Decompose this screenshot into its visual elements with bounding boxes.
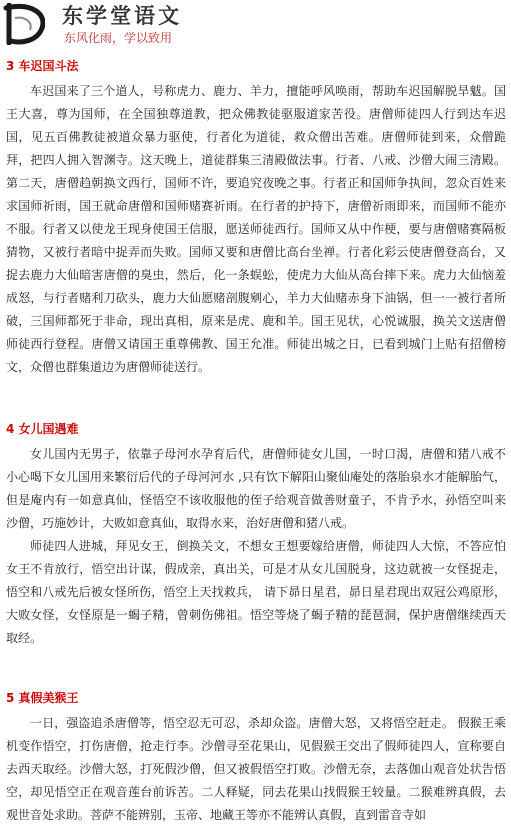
section-body-3: [6, 80, 506, 379]
section-heading-4: 4 女儿国遇难: [6, 422, 79, 436]
paragraph: 女儿国内无男子，依靠子母河水孕育后代，唐僧师徒女儿国，一时口渴，唐僧和猪八戒不小心喝下女儿国用来繁衍后代的子母河河水 ,只有饮下解阳山聚仙庵处的落胎泉水才能解胎气，但是庵内有一如意真仙，怪悟空不该收服他的侄子给观音做善财童子，不肯予水，孙悟空叫来沙僧，巧施妙计，大败如意真仙，取得水来，治好唐僧和猪八戒。: [6, 447, 506, 530]
site-slogan: 东风化雨，学以致用: [64, 31, 173, 45]
section-heading-3: 3 车迟国斗法: [6, 59, 79, 73]
paragraph: 车迟国来了三个道人，号称虎力、鹿力、羊力，擅能呼风唤雨，帮助车迟国解脱旱魃。国王大喜，尊为国师，在全国独尊道教，把众佛教徒驱服道家苦役。唐僧师徒四人行到达车迟国，见五百佛教徒被道众暴力驱使，行者化为道徒，救众僧出苦难。唐僧师徒到来，众僧跪拜，把四人拥入智渊寺。这天晚上，道徒群集三清殿做法事。行者、八戒、沙僧大闹三清殿。第二天，唐僧趋朝换文西行，国师不许，要追究夜晚之事。行者正和国师争执间，忽众百姓来求国师祈雨，国王就命唐僧和国师赌赛祈雨。在行者的护持下，唐僧祈雨即来，而国师不能亦不服。行者又以使龙王现身使国王信服，愿送师徒西行。国师又从中作梗，要与唐僧赌赛隔板猜物，又被行者暗中捉弄而失败。国师又要和唐僧比高台坐禅。行者化彩云使唐僧登高台，又捉去鹿力大仙暗害唐僧的臭虫，然后，化一条蜈蚣，使虎力大仙从高台摔下来。虎力大仙恼羞成怒，与行者赌利刀砍头，鹿力大仙愿赌剖腹剜心，羊力大仙赌赤身下油锅，但一一被行者所破，三国师都死于非命，现出真相，原来是虎、鹿和羊。国王见状，心悦诚服，换关文送唐僧师徒西行登程。唐僧又请国王重尊佛教、国王允准。师徒出城之日，已看到城门上贴有招僧榜文，众僧也群集道边为唐僧师徒送行。: [6, 84, 506, 374]
paragraph: 一日，强盗追杀唐僧等，悟空忍无可忍，杀却众盗。唐僧大怒，又将悟空赶走。 假猴王乘机变作悟空，打伤唐僧，抢走行李。沙僧寻至花果山，见假猴王交出了假师徒四人，宣称要自去西天取经。沙僧大怒，打死假沙僧，但又被假悟空打败。沙僧无奈，去落伽山观音处状告悟空，却见悟空正在观音莲台前诉苦。二人释疑，同去花果山找假猴王较量。二猴难辨真假，去观世音处求助。菩萨不能辨别，玉帝、地藏王等亦不能辨认真假，直到雷音寺如: [6, 716, 506, 822]
paragraph: 师徒四人进城，拜见女王，倒换关文，不想女王想要嫁给唐僧，师徒四人大惊，不答应怕女王不肯放行，悟空出计谋，假成亲，真出关，可是才从女儿国脱身，这边就被一女怪捉走，悟空和八戒先后被女怪所伤，悟空上天找救兵， 请下昴日星君，昴日星君现出双冠公鸡原形，大败女怪，女怪原是一蝎子精，曾刺伤佛祖。悟空等烧了蝎子精的琵琶洞，保护唐僧继续西天取经。: [6, 539, 506, 645]
section-heading-5: 5 真假美猴王: [6, 691, 79, 705]
ink-brush-d-logo-icon: [3, 3, 45, 45]
site-title: 东学堂语文: [62, 4, 182, 28]
section-body-4: [6, 443, 506, 650]
site-header: [0, 0, 511, 50]
section-body-5: [6, 712, 506, 827]
